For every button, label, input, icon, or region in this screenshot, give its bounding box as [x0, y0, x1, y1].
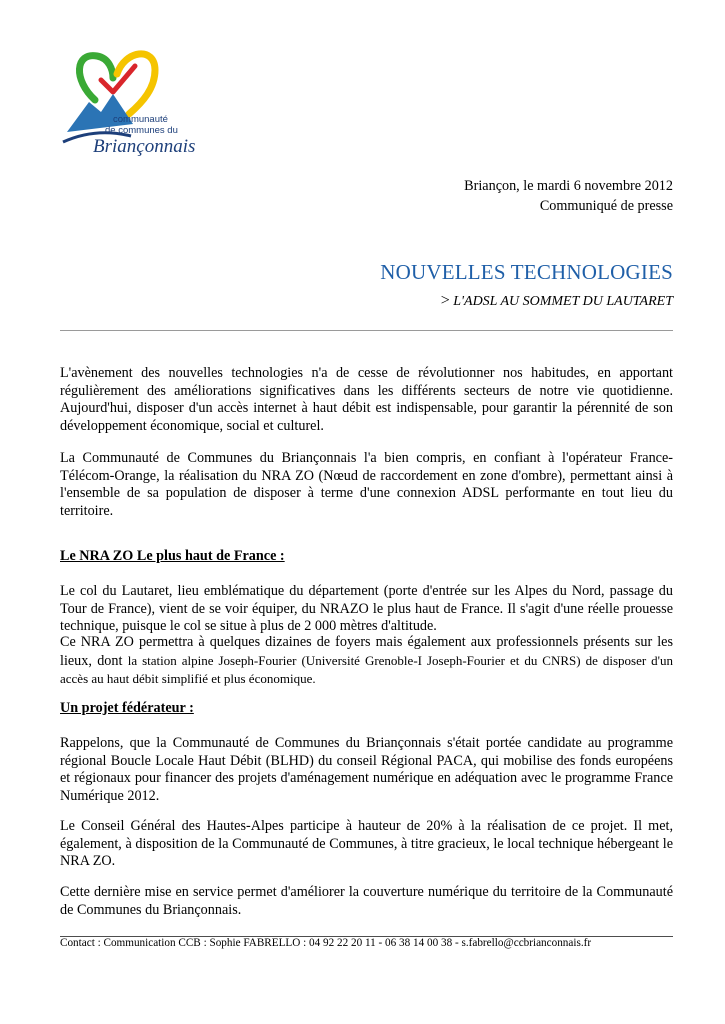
paragraph-conclusion: Cette dernière mise en service permet d'améliorer la couverture numérique du territoire de la Communauté de Communes du Briançonnais. [60, 884, 673, 918]
subtitle-marker: > [440, 292, 450, 309]
logo-line1: communauté [113, 114, 168, 125]
date-line: Briançon, le mardi 6 novembre 2012 [464, 178, 673, 194]
logo-line2: de communes du [105, 125, 178, 136]
section-heading-nra: Le NRA ZO Le plus haut de France : [60, 548, 285, 564]
page-title: NOUVELLES TECHNOLOGIES [380, 260, 673, 284]
section-heading-projet: Un projet fédérateur : [60, 700, 194, 716]
doc-type: Communiqué de presse [539, 198, 673, 214]
paragraph-conseil: Le Conseil Général des Hautes-Alpes participe à hauteur de 20% à la réalisation de ce projet. Il met, également, à disposition de la Communauté de Communes, à titre gracieux, le local technique hébergeant le NRA ZO. [60, 818, 673, 870]
header-divider [60, 330, 673, 331]
paragraph-foyers-b: la station alpine Joseph-Fourier (Université Grenoble-I Joseph-Fourier et du CNRS) de disposer d'un accès au haut débit simplifié et plus économique. [60, 652, 674, 687]
paragraph-ccb: La Communauté de Communes du Briançonnais l'a bien compris, en confiant à l'opérateur France-Télécom-Orange, la réalisation du NRA ZO (Nœud de raccordement en zone d'ombre), permettant ainsi à l'ensemble de sa population de disposer à terme d'une connexion ADSL performante en tout lieu du territoire. [60, 450, 673, 519]
paragraph-lautaret: Le col du Lautaret, lieu emblématique du département (porte d'entrée sur les Alpes du Nord, passage du Tour de France), vient de se voir équiper, du NRAZO le plus haut de France. Il s'agit d'une réelle prouesse technique, puisque le col se situe à plus de 2 000 mètres d'altitude. [60, 583, 673, 635]
paragraph-blhd: Rappelons, que la Communauté de Communes du Briançonnais s'était portée candidate au programme régional Boucle Locale Haut Débit (BLHD) du conseil Régional PACA, qui mobilise des fonds européens et régionaux pour financer des projets d'aménagement numérique en adéquation avec le programme France Numérique 2012. [60, 735, 673, 804]
footer-contact: Contact : Communication CCB : Sophie FABRELLO : 04 92 22 20 11 - 06 38 14 00 38 - s.fabrello@ccbrianconnais.fr [60, 937, 592, 949]
paragraph-foyers-a: Ce NRA ZO permettra à quelques dizaines de foyers mais également aux professionnels présents sur les lieux, dont [60, 634, 673, 669]
ccb-logo [55, 40, 195, 160]
page-subtitle [441, 292, 673, 310]
paragraph-foyers [60, 634, 673, 689]
logo-line3: Briançonnais [93, 136, 195, 157]
subtitle-text: L'ADSL AU SOMMET DU LAUTARET [453, 294, 673, 309]
heart-mountain-logo-icon [55, 40, 195, 160]
paragraph-intro: L'avènement des nouvelles technologies n'a de cesse de révolutionner nos habitudes, en apportant régulièrement des améliorations significatives dans les différents secteurs de notre vie quotidienne. Aujourd'hui, disposer d'un accès internet à haut débit est indispensable, pour garantir la pérennité de son développement économique, social et culturel. [60, 365, 673, 434]
header-meta [464, 176, 673, 216]
